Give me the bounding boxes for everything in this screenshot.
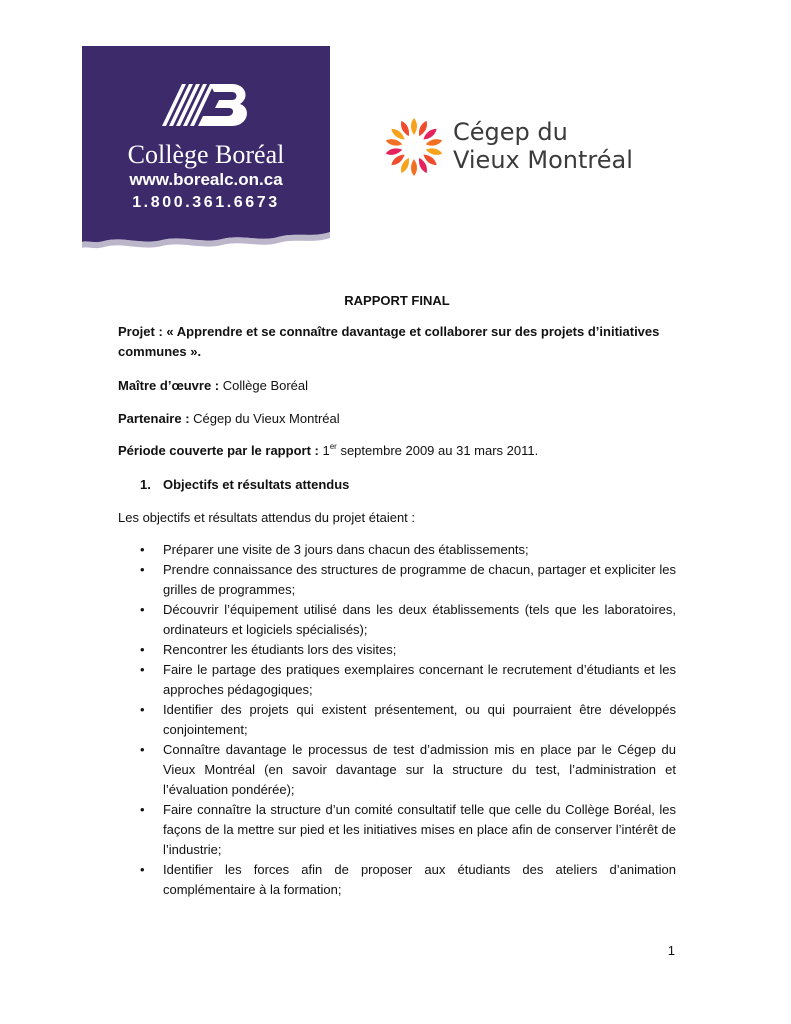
- bullet-icon: •: [140, 742, 145, 757]
- partenaire-value: Cégep du Vieux Montréal: [193, 411, 340, 426]
- report-title: RAPPORT FINAL: [344, 293, 450, 308]
- boreal-phone: 1.800.361.6673: [132, 194, 280, 211]
- list-item: • Rencontrer les étudiants lors des visites;: [118, 640, 676, 660]
- cegep-vieux-montreal-logo: [383, 112, 633, 184]
- maitre-line: [118, 376, 676, 396]
- college-boreal-logo: [82, 46, 330, 262]
- partenaire-line: [118, 409, 676, 429]
- bullet-icon: •: [140, 862, 145, 877]
- projet-label: Projet :: [118, 324, 163, 339]
- bullet-icon: •: [140, 642, 145, 657]
- sun-ray: [425, 147, 443, 157]
- page-number: 1: [667, 943, 675, 958]
- list-item: • Faire connaître la structure d’un comité consultatif telle que celle du Collège Boréal, les façons de la mettre sur pied et les initiatives mises en place afin de conserver l’intérêt de l’industrie;: [140, 802, 676, 857]
- sun-ray: [411, 118, 417, 135]
- objectives-list: [118, 540, 676, 900]
- list-item: • Identifier les forces afin de proposer aux étudiants des ateliers d’animation complémentaire à la formation;: [140, 862, 676, 897]
- list-item: • Faire le partage des pratiques exemplaires concernant le recrutement d’étudiants et les approches pédagogiques;: [140, 662, 676, 697]
- maitre-label: Maître d’œuvre :: [118, 378, 220, 393]
- sun-ray: [385, 138, 403, 148]
- partenaire-label: Partenaire :: [118, 411, 190, 426]
- list-item: • Prendre connaissance des structures de programme de chacun, partager et expliciter les grilles de programmes;: [140, 562, 676, 597]
- bullet-icon: •: [140, 702, 145, 717]
- sun-icon: [383, 116, 445, 178]
- section-number: 1.: [140, 477, 151, 492]
- periode-line: [118, 441, 676, 461]
- cegep-name-line2: Vieux Montréal: [453, 146, 633, 174]
- boreal-url: www.borealc.on.ca: [129, 170, 283, 189]
- bullet-icon: •: [140, 662, 145, 677]
- sun-ray: [411, 159, 417, 176]
- section-title: Objectifs et résultats attendus: [163, 477, 350, 492]
- list-item: • Découvrir l’équipement utilisé dans les deux établissements (tels que les laboratoires, ordinateurs et logiciels spécialisés);: [140, 602, 676, 637]
- periode-label: Période couverte par le rapport :: [118, 443, 319, 458]
- sun-ray: [425, 138, 443, 148]
- bullet-icon: •: [140, 562, 145, 577]
- projet-value: « Apprendre et se connaître davantage et collaborer sur des projets d’initiatives communes ».: [118, 324, 660, 359]
- bullet-icon: •: [140, 542, 145, 557]
- bullet-icon: •: [140, 602, 145, 617]
- list-item: • Identifier des projets qui existent présentement, ou qui pourraient être développés conjointement;: [140, 702, 676, 737]
- periode-day: 1: [322, 443, 330, 458]
- cegep-name-line1: Cégep du: [453, 118, 568, 146]
- maitre-value: Collège Boréal: [222, 378, 309, 393]
- list-item: • Préparer une visite de 3 jours dans chacun des établissements;: [118, 540, 676, 560]
- sun-ray: [385, 147, 403, 157]
- periode-sup: er: [329, 442, 337, 451]
- periode-rest: septembre 2009 au 31 mars 2011.: [340, 443, 539, 458]
- projet-line: [118, 322, 676, 362]
- intro-text: Les objectifs et résultats attendus du projet étaient :: [118, 510, 416, 525]
- list-item: • Connaître davantage le processus de test d’admission mis en place par le Cégep du Vieux Montréal (en savoir davantage sur la structure du test, l’administration et l’évaluation pondérée);: [140, 742, 676, 797]
- bullet-icon: •: [140, 802, 145, 817]
- boreal-name: Collège Boréal: [127, 140, 285, 169]
